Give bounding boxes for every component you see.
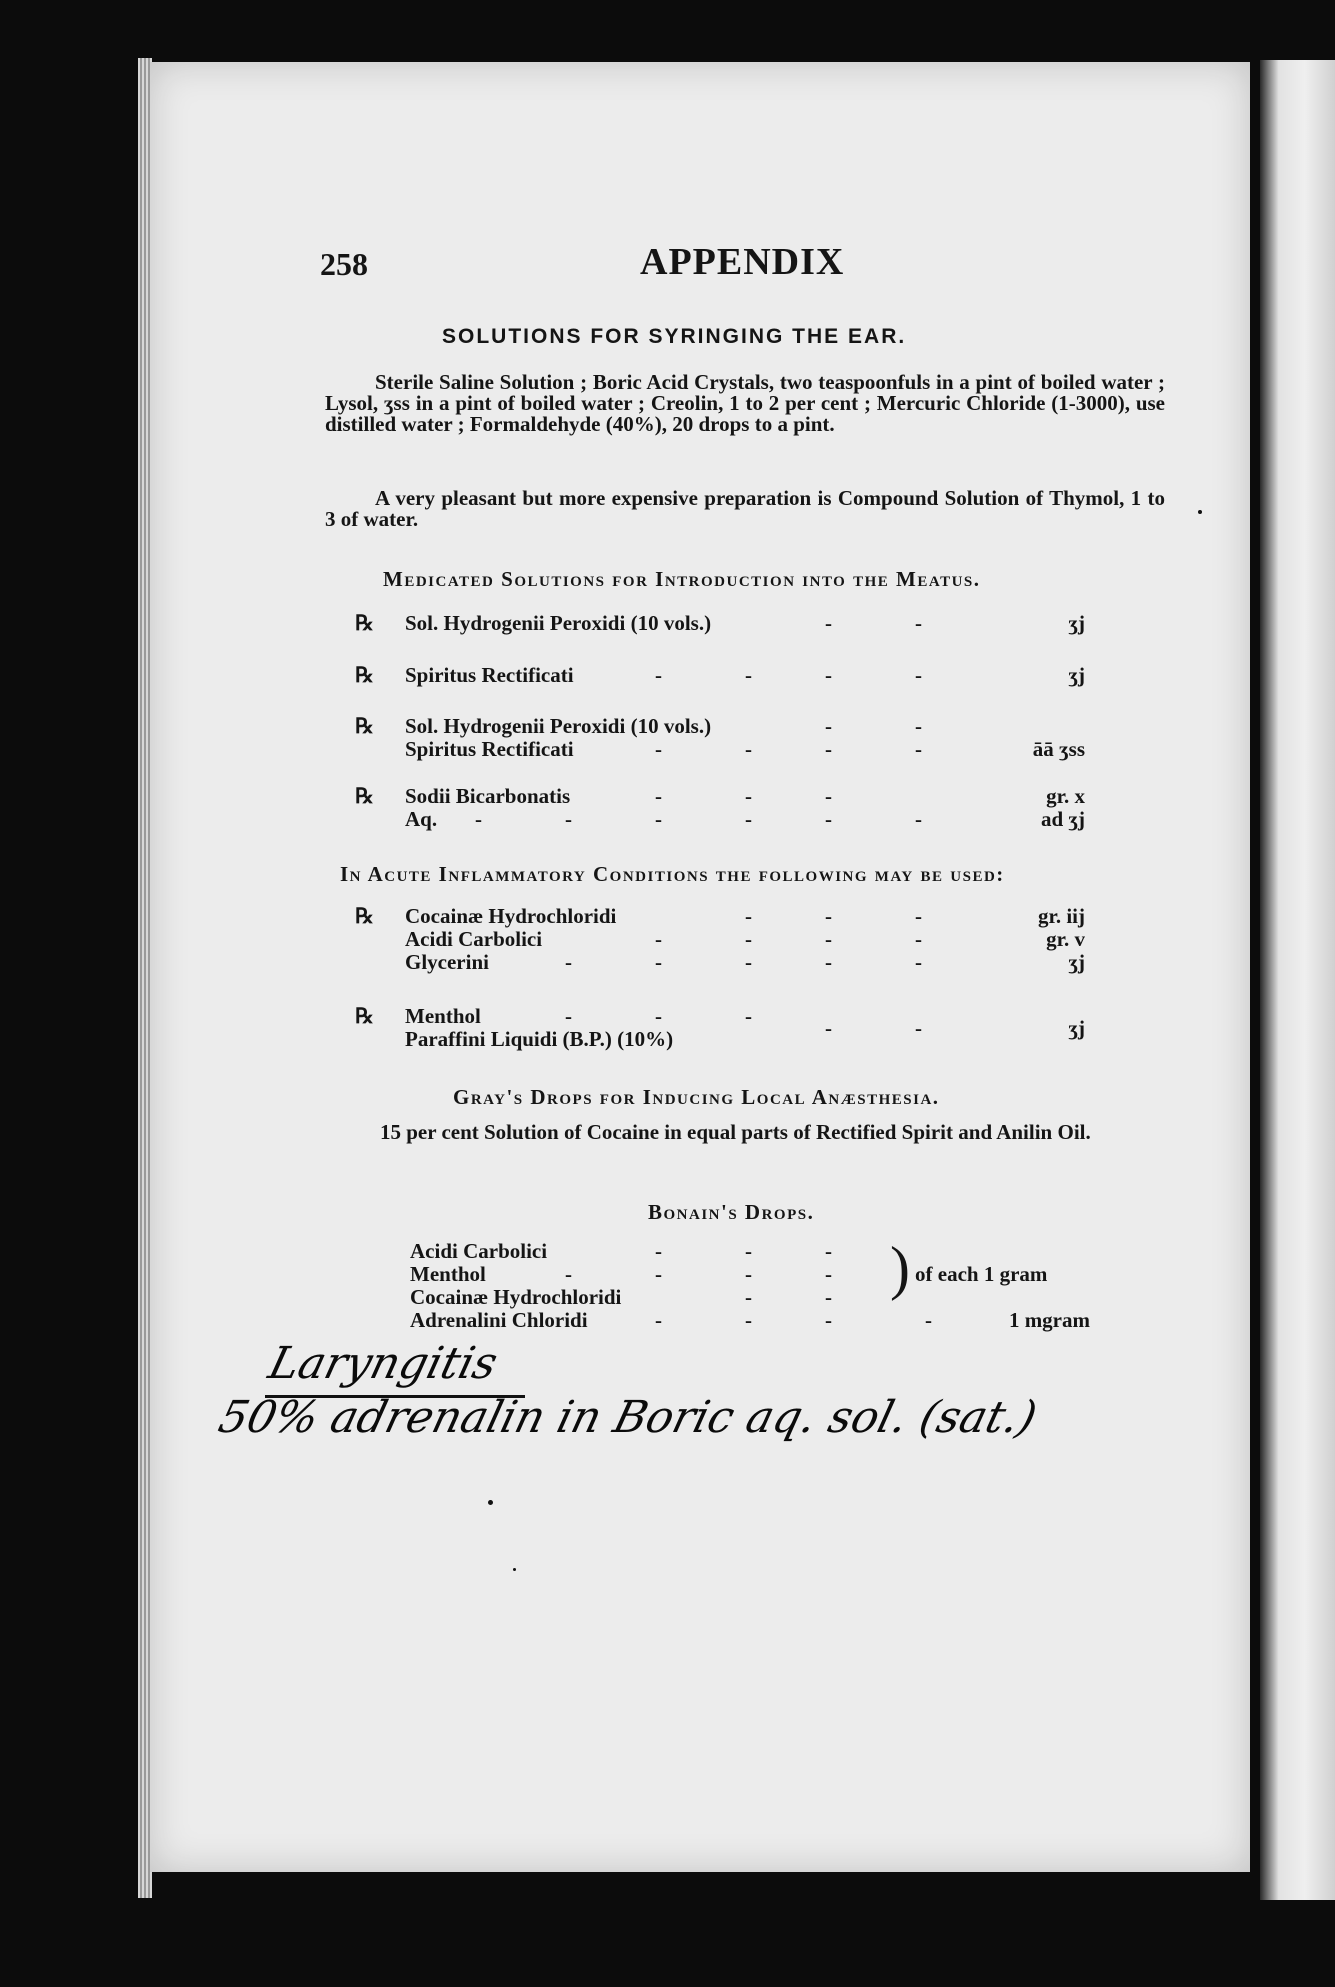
section-title-syringing: SOLUTIONS FOR SYRINGING THE EAR. [442,325,907,348]
ingredient-name: Glycerini [405,950,489,974]
handwritten-note-line-1: Laryngitis [263,1338,503,1389]
dose: ʒj [1068,950,1085,974]
ingredient-name: Sol. Hydrogenii Peroxidi (10 vols.) [405,714,712,738]
group-dose: of each 1 gram [915,1262,1048,1286]
prescription-acute-1: ℞ Cocainæ Hydrochloridi Acidi Carbolici Glycerini - - - - - - - - - - - - gr. iij gr. v ʒj [355,904,1085,974]
ingredient-name: Adrenalini Chloridi [410,1308,588,1332]
ingredient-name: Acidi Carbolici [410,1239,548,1263]
syringing-paragraph-1: Sterile Saline Solution ; Boric Acid Crystals, two teaspoonfuls in a pint of boiled water ; Lysol, ʒss in a pint of boiled water ; Creolin, 1 to 2 per cent ; Mercuric Chloride (1-3000), use distilled water ; Formaldehyde (40%), 20 drops to a pint. [325,370,1165,436]
last-dose: 1 mgram [1008,1308,1090,1332]
ingredient-name: Menthol [410,1262,486,1286]
brace: ) [890,1235,910,1301]
dose: āā ʒss [1032,737,1085,761]
syringing-paragraph-2: A very pleasant but more expensive preparation is Compound Solution of Thymol, 1 to 3 of water. [325,486,1165,531]
section-title-acute: In Acute Inflammatory Conditions the following may be used: [340,862,1005,886]
ingredient-name: Acidi Carbolici [405,927,543,951]
ingredient-name: Cocainæ Hydrochloridi [410,1285,622,1309]
page-speck [1198,510,1202,514]
dose: ad ʒj [1040,807,1085,831]
ingredient-name: Sodii Bicarbonatis [405,784,571,808]
prescription-acute-2: ℞ Menthol Paraffini Liquidi (B.P.) (10%) - - - - - ʒj [355,1004,1085,1051]
page-speck [488,1500,493,1505]
dose: gr. iij [1037,904,1085,928]
prescription-medicated-4: ℞ Sodii Bicarbonatis Aq. - - - - - - - - - gr. x ad ʒj [355,784,1085,831]
section-title-grays: Gray's Drops for Inducing Local Anæsthesia. [453,1085,940,1109]
ingredient-name: Menthol [405,1004,481,1028]
prescription-medicated-1: ℞ Sol. Hydrogenii Peroxidi (10 vols.) - - ʒj [355,611,1085,635]
dose: ʒj [1068,1016,1085,1040]
recipe-symbol: ℞ [355,784,374,808]
page-edge-right [1260,60,1335,1900]
prescription-medicated-2: ℞ Spiritus Rectificati - - - - ʒj [355,663,1085,687]
recipe-symbol: ℞ [355,611,374,635]
section-title-bonain: Bonain's Drops. [648,1200,815,1224]
recipe-symbol: ℞ [355,663,374,687]
running-head: APPENDIX [640,241,845,283]
grays-paragraph: 15 per cent Solution of Cocaine in equal parts of Rectified Spirit and Anilin Oil. [380,1120,1091,1144]
handwritten-note-line-2: 50% adrenalin in Boric aq. sol. (sat.) [213,1392,1042,1443]
ingredient-name: Spiritus Rectificati [405,663,574,687]
prescription-medicated-3: ℞ Sol. Hydrogenii Peroxidi (10 vols.) Spiritus Rectificati - - - - - - āā ʒss [355,714,1085,761]
ingredient-name: Aq. [405,807,438,831]
dose: ʒj [1068,663,1085,687]
recipe-symbol: ℞ [355,904,374,928]
section-title-medicated: Medicated Solutions for Introduction into the Meatus. [383,567,981,591]
dose: gr. v [1046,927,1085,951]
ingredient-name: Cocainæ Hydrochloridi [405,904,617,928]
dose: ʒj [1068,611,1085,635]
page-speck [513,1568,516,1571]
dose: gr. x [1046,784,1085,808]
ingredient-name: Paraffini Liquidi (B.P.) (10%) [405,1027,674,1051]
ingredient-name: Spiritus Rectificati [405,737,574,761]
recipe-symbol: ℞ [355,1004,374,1028]
page-number: 258 [320,246,368,282]
bonain-ingredient-list: Acidi Carbolici Menthol Cocainæ Hydrochloridi Adrenalini Chloridi - - - - - - - - - - - - - ) of each 1 gram 1 mgram [410,1235,1090,1332]
ingredient-name: Sol. Hydrogenii Peroxidi (10 vols.) [405,611,712,635]
recipe-symbol: ℞ [355,714,374,738]
